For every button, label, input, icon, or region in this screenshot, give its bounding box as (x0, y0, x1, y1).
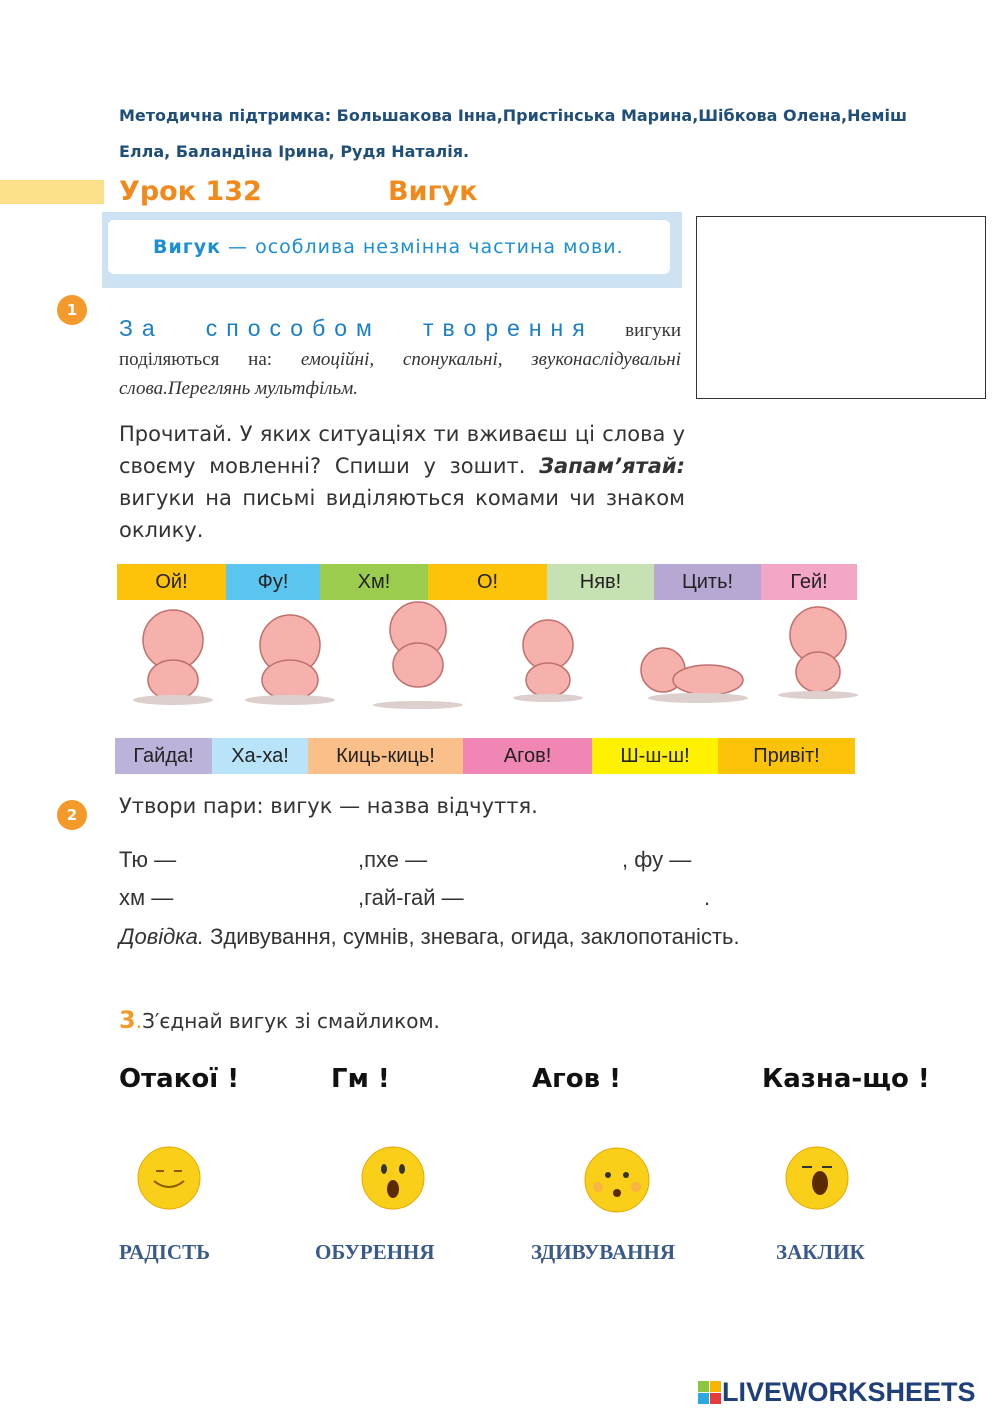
smiley-surprised-icon[interactable] (584, 1145, 650, 1215)
remember-label: Запам’ятай: (539, 454, 685, 478)
credits: Методична підтримка: Большакова Інна,Пристінська Марина,Шібкова Олена,Неміш Елла, Баландіна Ірина, Рудя Наталія. (119, 106, 907, 161)
exercise-number-2: 2 (57, 800, 87, 830)
watch-text: Переглянь мультфільм. (167, 378, 359, 399)
logo-text: LIVEWORKSHEETS (722, 1377, 976, 1407)
task-text: З′єднай вигук зі смайликом. (142, 1009, 440, 1033)
video-placeholder[interactable] (696, 216, 986, 399)
cat-sleeping-icon (641, 648, 743, 695)
live-blocks-icon (698, 1381, 722, 1405)
interjection-row-bottom (115, 738, 855, 774)
interjection-cell: Ой! (117, 564, 226, 600)
lesson-number: Урок 132 (119, 176, 262, 207)
interjection-cell: Киць-киць! (308, 738, 463, 774)
liveworksheets-logo (698, 1377, 976, 1408)
interjection-cell: Гайда! (115, 738, 212, 774)
interjection-cell: Ха-ха! (212, 738, 308, 774)
interjection-cell: Привіт! (718, 738, 855, 774)
read-text: Прочитай. У яких ситуаціях ти вживаєш ці слова у своєму мовленні? Спиши у зошит. (119, 422, 685, 478)
pair-blank: хм — (119, 885, 174, 910)
emotion-label[interactable]: ОБУРЕННЯ (315, 1240, 435, 1264)
cats-illustration (118, 600, 863, 710)
emotion-label[interactable]: ЗДИВУВАННЯ (531, 1240, 675, 1264)
interjection-word[interactable]: Агов ! (532, 1064, 621, 1094)
cat-crying-icon (260, 615, 320, 700)
cat-thumbsup-icon (790, 607, 846, 692)
smiley-happy-icon[interactable] (136, 1145, 202, 1211)
intro-text: вигуки поділяються на: (119, 320, 681, 370)
interjection-cell: Гей! (761, 564, 857, 600)
pair-blank: ,пхе — (358, 847, 428, 872)
exercise3-task: 3.З′єднай вигук зі смайликом. (119, 1006, 440, 1034)
interjection-cell: Ш-ш-ш! (592, 738, 718, 774)
interjection-cell: Цить! (654, 564, 761, 600)
interjection-word[interactable]: Гм ! (331, 1064, 390, 1094)
interjection-row-top (117, 564, 857, 600)
exercise2-hint (119, 924, 740, 950)
cat-surprised-icon (143, 610, 203, 700)
pair-blank: ,гай-гай — (358, 885, 464, 910)
types-text: емоційні, спонукальні, звуконаслідувальні слова. (119, 349, 681, 399)
remember-text: вигуки на письмі виділяються комами чи знаком оклику. (119, 486, 685, 542)
interjection-cell: Фу! (226, 564, 320, 600)
lesson-topic: Вигук (388, 176, 478, 207)
pair-blank: . (704, 885, 711, 910)
interjection-cell: Хм! (320, 564, 428, 600)
hint-text: Здивування, сумнів, зневага, огида, заклопотаність. (204, 924, 740, 949)
exercise1-intro (119, 314, 681, 403)
spaced-heading: За способом творення (119, 315, 594, 341)
exercise2-task: Утвори пари: вигук — назва відчуття. (119, 794, 538, 818)
rule-box (102, 212, 682, 288)
exercise1-read (119, 418, 685, 546)
pair-blank: Тю — (119, 847, 177, 872)
exercise-number-3: 3 (119, 1006, 136, 1034)
smiley-yelling-icon[interactable] (784, 1145, 850, 1211)
rule-term: Вигук (153, 236, 222, 258)
exercise-number-1: 1 (57, 295, 87, 325)
interjection-cell: Агов! (463, 738, 592, 774)
pair-blank: , фу — (622, 847, 692, 872)
rule-text: — особлива незмінна частина мови. (221, 236, 624, 258)
interjection-cell: Няв! (547, 564, 654, 600)
emotion-label[interactable]: ЗАКЛИК (776, 1240, 865, 1264)
smiley-shocked-icon[interactable] (360, 1145, 426, 1211)
emotion-label[interactable]: РАДІСТЬ (119, 1240, 210, 1264)
cat-jumping-icon (390, 602, 446, 687)
interjection-word[interactable]: Казна-що ! (762, 1064, 930, 1094)
cat-worried-icon (523, 620, 573, 697)
interjection-cell: О! (428, 564, 547, 600)
hint-label: Довідка. (119, 924, 204, 949)
decor-bar (0, 180, 104, 204)
interjection-word[interactable]: Отакої ! (119, 1064, 240, 1094)
